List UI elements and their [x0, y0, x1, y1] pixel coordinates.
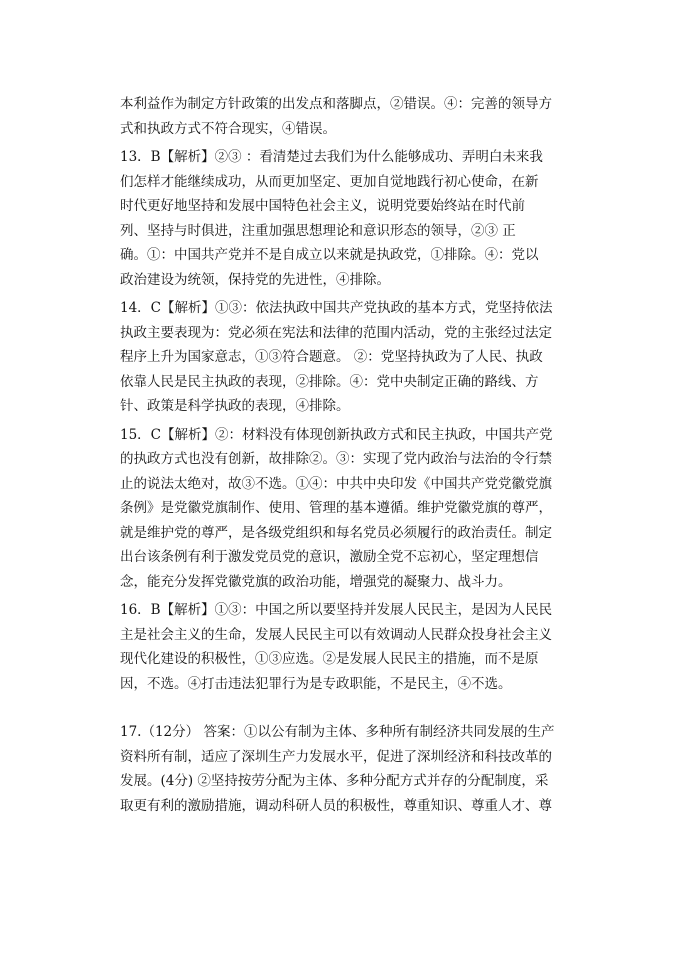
answer-block-q13: [120, 145, 580, 292]
text-line: 发展。(4分) ②坚持按劳分配为主体、多种分配方式并存的分配制度，采: [120, 773, 549, 789]
text-line: 时代更好地坚持和发展中国特色社会主义，说明党要始终站在时代前: [120, 198, 525, 214]
text-line: 15．C【解析】②：材料没有体现创新执政方式和民主执政，中国共产党: [120, 426, 553, 443]
text-line: 确。①：中国共产党并不是自成立以来就是执政党，①排除。④：党以: [120, 247, 539, 263]
spacer: [120, 696, 580, 720]
text-line: 本利益作为制定方针政策的出发点和落脚点，②错误。④：完善的领导方: [120, 96, 552, 112]
text-line: 们怎样才能继续成功，从而更加坚定、更加自觉地践行初心使命，在新: [120, 173, 539, 190]
answer-block-q16: [120, 598, 580, 696]
text-line: 13．B【解析】②③ ：看清楚过去我们为什么能够成功、弄明白未来我: [120, 149, 543, 165]
text-line: 依靠人民是民主执政的表现，②排除。④：党中央制定正确的路线、方: [120, 373, 539, 390]
text-line: 出台该条例有利于激发党员党的意识，激励全党不忘初心，坚定理想信: [120, 549, 539, 565]
text-line: 政治建设为统领，保持党的先进性，④排除。: [120, 271, 390, 288]
text-line: 资料所有制，适应了深圳生产力发展水平，促进了深圳经济和科技改革的: [120, 748, 552, 765]
text-line: 取更有利的激励措施，调动科研人员的积极性，尊重知识、尊重人才、尊: [120, 797, 552, 814]
text-line: 列、坚持与时俱进，注重加强思想理论和意识形态的领导，②③ 正: [120, 222, 516, 239]
answer-block-q14: [120, 296, 580, 419]
document-content: [120, 92, 580, 818]
text-line: 的执政方式也没有创新，故排除②。③：实现了党内政治与法治的令行禁: [120, 451, 552, 467]
text-line: 程序上升为国家意志，①③符合题意。 ②：党坚持执政为了人民、执政: [120, 349, 543, 365]
answer-block-q17: [120, 720, 580, 818]
text-line: 执政主要表现为：党必须在宪法和法律的范围内活动，党的主张经过法定: [120, 324, 552, 341]
text-line: 念，能充分发挥党徽党旗的政治功能，增强党的凝聚力、战斗力。: [120, 573, 512, 590]
text-line: 14．C【解析】①③：依法执政中国共产党执政的基本方式，党坚持依法: [120, 300, 553, 316]
text-line: 因，不选。④打击违法犯罪行为是专政职能，不是民主，④不选。: [120, 675, 512, 692]
text-line: 条例》是党徽党旗制作、使用、管理的基本遵循。维护党徽党旗的尊严，: [120, 500, 552, 516]
text-line: 16．B【解析】①③：中国之所以要坚持并发展人民民主，是因为人民民: [120, 602, 553, 618]
answer-block-q15: [120, 423, 580, 595]
text-line: 就是维护党的尊严，是各级党组织和每名党员必须履行的政治责任。制定: [120, 524, 552, 541]
text-line: 17.（12分） 答案：①以公有制为主体、多种所有制经济共同发展的生产: [120, 724, 555, 740]
answer-block-prev: [120, 92, 580, 141]
text-line: 止的说法太绝对，故③不选。①④：中共中央印发《中国共产党党徽党旗: [120, 475, 552, 492]
text-line: 式和执政方式不符合现实，④错误。: [120, 120, 336, 137]
text-line: 主是社会主义的生命，发展人民民主可以有效调动人民群众投身社会主义: [120, 626, 552, 643]
text-line: 现代化建设的积极性，①③应选。②是发展人民民主的措施，而不是原: [120, 651, 539, 667]
text-line: 针、政策是科学执政的表现，④排除。: [120, 398, 350, 414]
